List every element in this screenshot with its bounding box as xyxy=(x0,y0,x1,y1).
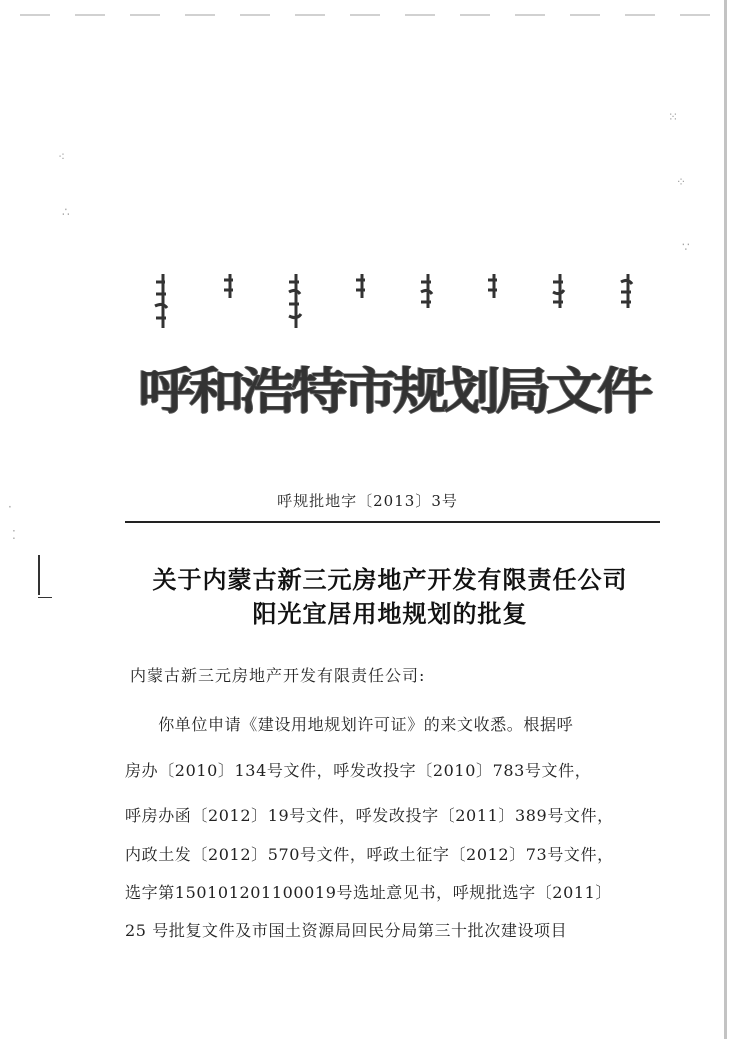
mongolian-header xyxy=(150,272,640,334)
scan-speckle: · xyxy=(8,500,12,514)
addressee: 内蒙古新三元房地产开发有限责任公司: xyxy=(130,666,426,685)
bureau-title-char: 市 xyxy=(342,363,398,421)
scan-edge-artifact xyxy=(20,14,720,16)
scan-speckle: ∵ xyxy=(682,240,690,254)
mongolian-word xyxy=(220,272,240,302)
bureau-title-char: 文 xyxy=(546,363,602,421)
bureau-title-char: 和 xyxy=(189,363,245,421)
document-number: 呼规批地字〔2013〕3号 xyxy=(277,492,458,510)
bureau-title-char: 规 xyxy=(393,363,449,421)
body-text-line: 选字第150101201100019号选址意见书，呼规批选字〔2011〕 xyxy=(125,883,613,902)
mongolian-word xyxy=(284,272,308,332)
scan-speckle: ⁙ xyxy=(668,110,679,124)
header-divider xyxy=(125,521,660,523)
margin-mark xyxy=(38,597,52,598)
scan-speckle: ⁚ xyxy=(12,528,16,542)
scan-speckle: ⁖ xyxy=(58,150,66,164)
bureau-title xyxy=(138,348,653,428)
body-text-line: 内政土发〔2012〕570号文件，呼政土征字〔2012〕73号文件， xyxy=(125,845,614,864)
mongolian-word xyxy=(484,272,504,302)
bureau-title-char: 局 xyxy=(495,363,551,421)
document-title-line-2: 阳光宜居用地规划的批复 xyxy=(252,600,528,628)
scan-edge-artifact xyxy=(724,0,727,1039)
bureau-title-char: 呼 xyxy=(138,363,194,421)
bureau-title-char: 划 xyxy=(444,363,500,421)
document-title-line-1: 关于内蒙古新三元房地产开发有限责任公司 xyxy=(152,566,628,594)
body-text-line: 你单位申请《建设用地规划许可证》的来文收悉。根据呼 xyxy=(125,715,574,734)
scan-speckle: ∴ xyxy=(62,205,70,219)
body-text-line: 25 号批复文件及市国土资源局回民分局第三十批次建设项目 xyxy=(125,921,568,940)
body-text-line: 呼房办函〔2012〕19号文件，呼发改投字〔2011〕389号文件， xyxy=(125,806,614,825)
body-text-line: 房办〔2010〕134号文件，呼发改投字〔2010〕783号文件， xyxy=(125,761,592,780)
bureau-title-char: 件 xyxy=(597,363,653,421)
mongolian-word xyxy=(416,272,440,312)
bureau-title-char: 特 xyxy=(291,363,347,421)
mongolian-word xyxy=(352,272,372,302)
margin-mark xyxy=(38,555,40,595)
mongolian-word xyxy=(616,272,640,312)
mongolian-word xyxy=(548,272,572,312)
mongolian-word xyxy=(150,272,176,332)
scan-speckle: ⁘ xyxy=(676,175,687,189)
bureau-title-char: 浩 xyxy=(240,363,296,421)
